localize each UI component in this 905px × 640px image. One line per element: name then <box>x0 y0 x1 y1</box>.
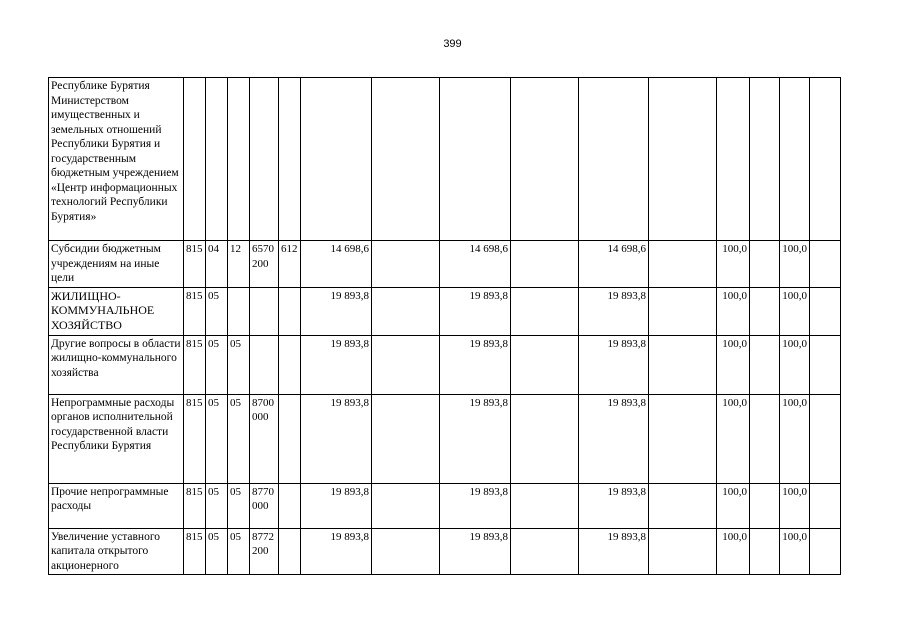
amount-approved <box>301 78 372 241</box>
amount-planned: 19 893,8 <box>440 528 511 575</box>
amount-executed <box>579 78 649 241</box>
pr-code: 05 <box>228 335 250 394</box>
amount-approved: 19 893,8 <box>301 394 372 483</box>
empty-cell <box>511 394 579 483</box>
amount-planned: 19 893,8 <box>440 335 511 394</box>
row-name: Субсидии бюджетным учреждениям на иные цели <box>49 241 184 288</box>
amount-planned: 19 893,8 <box>440 287 511 335</box>
percent-planned: 100,0 <box>780 528 810 575</box>
table-row <box>49 78 841 241</box>
rz-code: 05 <box>206 287 228 335</box>
empty-cell <box>750 483 780 528</box>
csr-code <box>250 287 279 335</box>
empty-cell <box>750 78 780 241</box>
percent-planned: 100,0 <box>780 241 810 288</box>
empty-cell <box>750 335 780 394</box>
amount-executed: 19 893,8 <box>579 287 649 335</box>
vr-code <box>279 394 301 483</box>
pr-code: 05 <box>228 528 250 575</box>
percent-approved: 100,0 <box>717 528 750 575</box>
csr-code: 8700 000 <box>250 394 279 483</box>
vr-code <box>279 78 301 241</box>
empty-cell <box>649 335 717 394</box>
amount-planned <box>440 78 511 241</box>
table-row <box>49 394 841 483</box>
amount-approved: 19 893,8 <box>301 287 372 335</box>
rz-code: 04 <box>206 241 228 288</box>
csr-code: 6570 200 <box>250 241 279 288</box>
percent-planned <box>780 78 810 241</box>
amount-approved: 19 893,8 <box>301 483 372 528</box>
percent-planned: 100,0 <box>780 287 810 335</box>
empty-cell <box>810 78 841 241</box>
empty-cell <box>511 78 579 241</box>
empty-cell <box>750 394 780 483</box>
empty-cell <box>810 394 841 483</box>
row-name: Увеличение уставного капитала открытого акционерного <box>49 528 184 575</box>
table-row <box>49 335 841 394</box>
amount-executed: 19 893,8 <box>579 394 649 483</box>
empty-cell <box>649 78 717 241</box>
amount-planned: 14 698,6 <box>440 241 511 288</box>
empty-cell <box>511 287 579 335</box>
empty-cell <box>810 287 841 335</box>
pr-code <box>228 287 250 335</box>
csr-code: 8770 000 <box>250 483 279 528</box>
empty-cell <box>511 335 579 394</box>
ved-code: 815 <box>184 528 206 575</box>
percent-approved: 100,0 <box>717 241 750 288</box>
empty-cell <box>372 483 440 528</box>
empty-cell <box>810 483 841 528</box>
vr-code <box>279 287 301 335</box>
vr-code <box>279 335 301 394</box>
empty-cell <box>372 78 440 241</box>
percent-approved: 100,0 <box>717 483 750 528</box>
amount-approved: 19 893,8 <box>301 528 372 575</box>
empty-cell <box>649 528 717 575</box>
percent-planned: 100,0 <box>780 335 810 394</box>
rz-code: 05 <box>206 483 228 528</box>
empty-cell <box>810 528 841 575</box>
empty-cell <box>750 287 780 335</box>
row-name: Прочие непрограммные расходы <box>49 483 184 528</box>
row-name: Непрограммные расходы органов исполнительной государственной власти Республики Бурятия <box>49 394 184 483</box>
amount-approved: 14 698,6 <box>301 241 372 288</box>
pr-code: 05 <box>228 483 250 528</box>
amount-executed: 14 698,6 <box>579 241 649 288</box>
vr-code <box>279 528 301 575</box>
empty-cell <box>372 241 440 288</box>
rz-code: 05 <box>206 528 228 575</box>
empty-cell <box>649 394 717 483</box>
ved-code: 815 <box>184 287 206 335</box>
empty-cell <box>372 287 440 335</box>
ved-code: 815 <box>184 335 206 394</box>
row-name: Республике Бурятия Министерством имущественных и земельных отношений Республики Бурятия и государственным бюджетным учреждением «Центр информационных технологий Республики Бурятия» <box>49 78 184 241</box>
vr-code <box>279 483 301 528</box>
ved-code: 815 <box>184 241 206 288</box>
amount-planned: 19 893,8 <box>440 394 511 483</box>
empty-cell <box>372 335 440 394</box>
ved-code: 815 <box>184 394 206 483</box>
empty-cell <box>750 241 780 288</box>
row-name: Другие вопросы в области жилищно-коммунального хозяйства <box>49 335 184 394</box>
empty-cell <box>649 483 717 528</box>
percent-approved: 100,0 <box>717 287 750 335</box>
empty-cell <box>649 287 717 335</box>
percent-planned: 100,0 <box>780 394 810 483</box>
rz-code: 05 <box>206 394 228 483</box>
amount-executed: 19 893,8 <box>579 335 649 394</box>
percent-approved: 100,0 <box>717 394 750 483</box>
ved-code: 815 <box>184 483 206 528</box>
empty-cell <box>511 483 579 528</box>
ved-code <box>184 78 206 241</box>
rz-code: 05 <box>206 335 228 394</box>
empty-cell <box>750 528 780 575</box>
table-row <box>49 287 841 335</box>
empty-cell <box>372 394 440 483</box>
empty-cell <box>372 528 440 575</box>
percent-approved <box>717 78 750 241</box>
pr-code <box>228 78 250 241</box>
vr-code: 612 <box>279 241 301 288</box>
empty-cell <box>810 335 841 394</box>
percent-approved: 100,0 <box>717 335 750 394</box>
amount-executed: 19 893,8 <box>579 528 649 575</box>
csr-code <box>250 78 279 241</box>
table-row <box>49 241 841 288</box>
csr-code <box>250 335 279 394</box>
table-row <box>49 483 841 528</box>
empty-cell <box>511 528 579 575</box>
percent-planned: 100,0 <box>780 483 810 528</box>
amount-executed: 19 893,8 <box>579 483 649 528</box>
rz-code <box>206 78 228 241</box>
page-number: 399 <box>443 38 462 50</box>
empty-cell <box>511 241 579 288</box>
empty-cell <box>649 241 717 288</box>
budget-table <box>48 77 841 575</box>
table-row <box>49 528 841 575</box>
pr-code: 05 <box>228 394 250 483</box>
amount-approved: 19 893,8 <box>301 335 372 394</box>
csr-code: 8772 200 <box>250 528 279 575</box>
empty-cell <box>810 241 841 288</box>
amount-planned: 19 893,8 <box>440 483 511 528</box>
pr-code: 12 <box>228 241 250 288</box>
row-name: ЖИЛИЩНО-КОММУНАЛЬНОЕ ХОЗЯЙСТВО <box>49 287 184 335</box>
